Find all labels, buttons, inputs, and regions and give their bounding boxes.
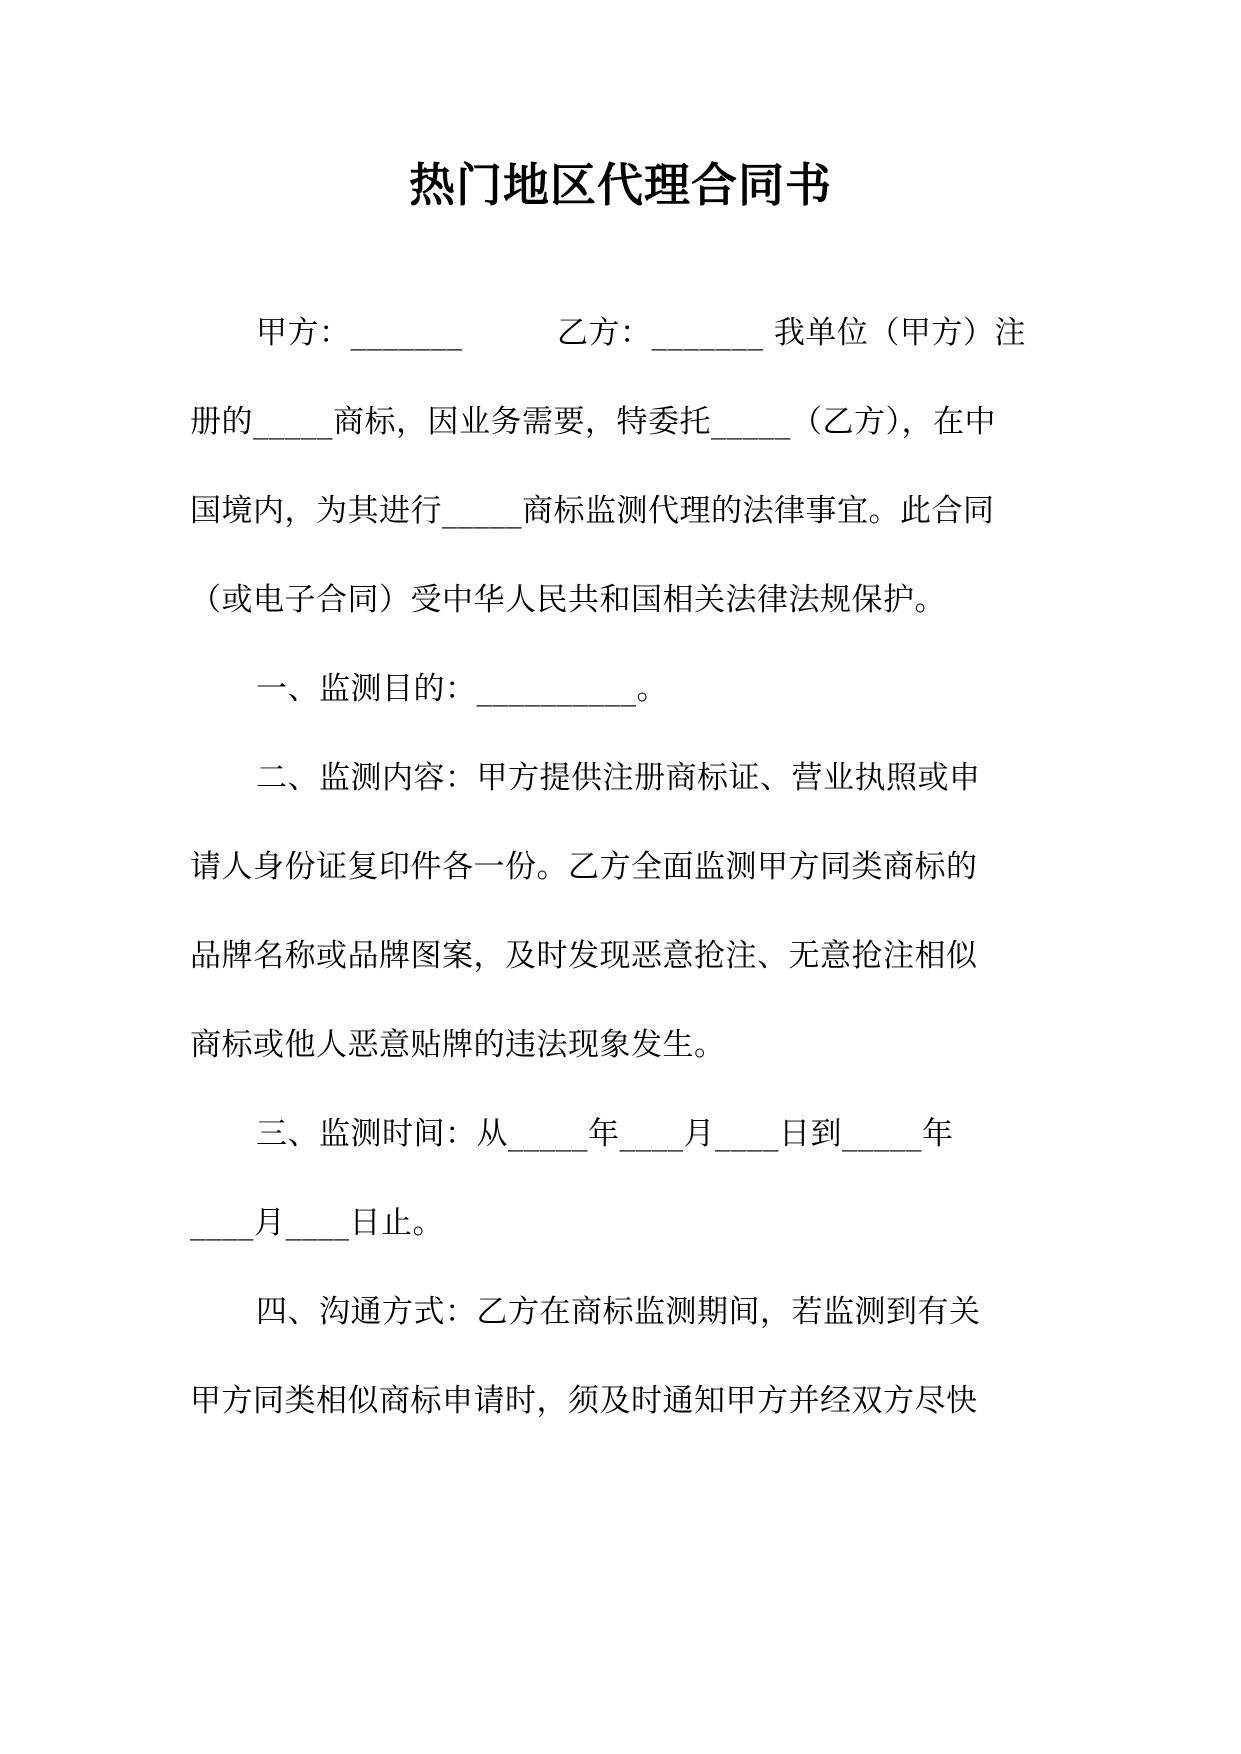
clause-3-line-1: 三、监测时间：从_____年____月____日到_____年 xyxy=(256,1116,954,1152)
clause-3-line-2: ____月____日止。 xyxy=(190,1205,444,1241)
clause-2-line-2: 请人身份证复印件各一份。乙方全面监测甲方同类商标的 xyxy=(190,849,978,885)
clause-4-line-1: 四、沟通方式：乙方在商标监测期间，若监测到有关 xyxy=(256,1294,981,1330)
paragraph-line-1: 甲方：_______ 乙方：_______ 我单位（甲方）注 xyxy=(256,315,1026,351)
clause-2-line-1: 二、监测内容：甲方提供注册商标证、营业执照或申 xyxy=(256,760,981,796)
paragraph-line-3: 国境内，为其进行_____商标监测代理的法律事宜。此合同 xyxy=(190,493,995,529)
clause-2-line-3: 品牌名称或品牌图案，及时发现恶意抢注、无意抢注相似 xyxy=(190,938,978,974)
document-title: 热门地区代理合同书 xyxy=(409,158,832,212)
clause-4-line-2: 甲方同类相似商标申请时，须及时通知甲方并经双方尽快 xyxy=(190,1383,978,1419)
clause-1-purpose: 一、监测目的：__________。 xyxy=(256,671,668,707)
paragraph-line-2: 册的_____商标，因业务需要，特委托_____（乙方），在中 xyxy=(190,404,996,440)
clause-2-line-4: 商标或他人恶意贴牌的违法现象发生。 xyxy=(190,1027,726,1063)
paragraph-line-4: （或电子合同）受中华人民共和国相关法律法规保护。 xyxy=(190,582,946,618)
